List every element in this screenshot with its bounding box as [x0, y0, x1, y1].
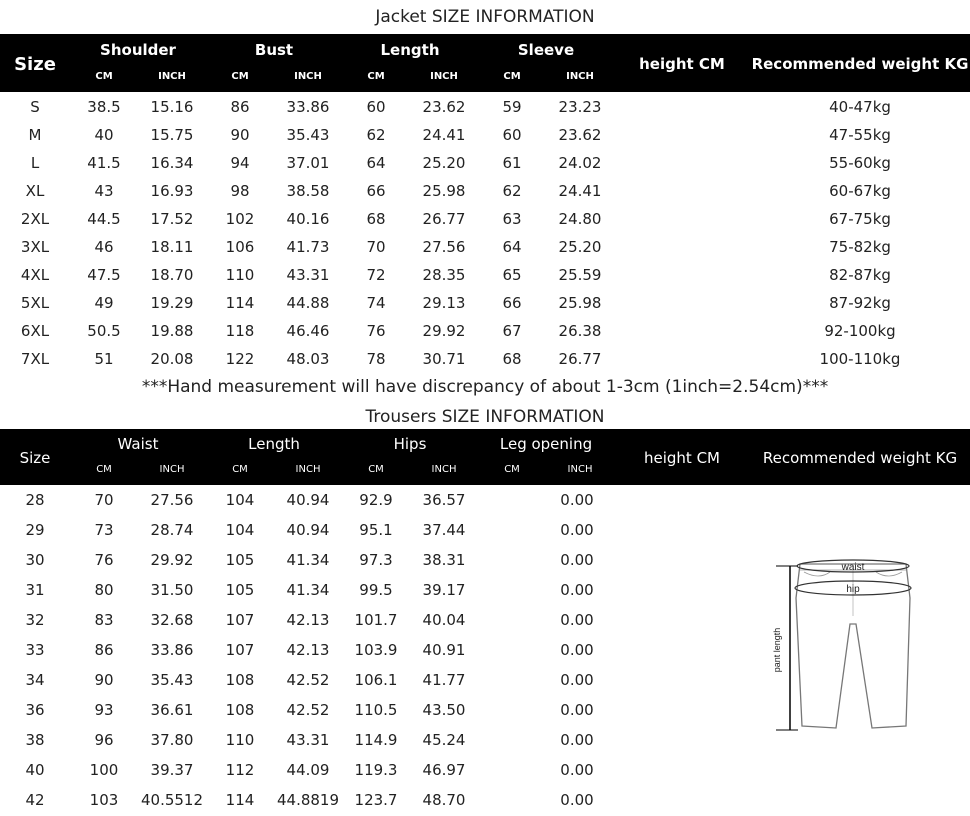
jacket-cell-weight: 67-75kg: [829, 210, 891, 228]
trousers-cell-hips-cm: 110.5: [354, 701, 398, 719]
jacket-cell-bust-inch: 44.88: [286, 294, 330, 312]
trousers-cell-leg-inch: 0.00: [560, 731, 594, 749]
jacket-header-height: height CM: [639, 55, 725, 73]
jacket-cell-bust-inch: 43.31: [286, 266, 330, 284]
trousers-cell-waist-cm: 73: [94, 521, 114, 539]
trousers-cell-leg-inch: 0.00: [560, 551, 594, 569]
trousers-cell-hips-inch: 46.97: [422, 761, 466, 779]
jacket-cell-size: 2XL: [20, 210, 50, 228]
jacket-cell-bust-cm: 90: [230, 126, 250, 144]
trousers-cell-size: 38: [25, 731, 45, 749]
trousers-cell-waist-cm: 70: [94, 491, 114, 509]
trousers-header-length-inch: INCH: [295, 464, 321, 475]
trousers-cell-waist-inch: 28.74: [150, 521, 194, 539]
jacket-cell-sleeve-inch: 26.77: [558, 350, 602, 368]
trousers-cell-length-cm: 104: [225, 491, 255, 509]
jacket-cell-weight: 82-87kg: [829, 266, 891, 284]
jacket-cell-bust-cm: 94: [230, 154, 250, 172]
jacket-cell-sleeve-inch: 23.62: [558, 126, 602, 144]
jacket-cell-length-cm: 68: [366, 210, 386, 228]
trousers-cell-size: 40: [25, 761, 45, 779]
trousers-cell-length-cm: 107: [225, 611, 255, 629]
table-row: [0, 545, 760, 575]
jacket-cell-length-cm: 74: [366, 294, 386, 312]
table-row: [0, 785, 760, 815]
trousers-cell-leg-inch: 0.00: [560, 671, 594, 689]
table-row: [0, 177, 970, 205]
jacket-cell-length-inch: 28.35: [422, 266, 466, 284]
trousers-header-length-cm: CM: [232, 464, 248, 475]
jacket-cell-bust-cm: 102: [225, 210, 255, 228]
jacket-cell-length-cm: 70: [366, 238, 386, 256]
jacket-cell-weight: 100-110kg: [819, 350, 901, 368]
jacket-header-sleeve-inch: INCH: [566, 71, 594, 82]
jacket-cell-size: 7XL: [20, 350, 50, 368]
trousers-cell-length-inch: 42.52: [286, 701, 330, 719]
jacket-cell-size: S: [30, 98, 40, 116]
trousers-cell-hips-cm: 101.7: [354, 611, 398, 629]
jacket-cell-size: 6XL: [20, 322, 50, 340]
jacket-cell-sleeve-cm: 66: [502, 294, 522, 312]
jacket-cell-length-inch: 30.71: [422, 350, 466, 368]
jacket-cell-sleeve-cm: 65: [502, 266, 522, 284]
hip-label: hip: [846, 584, 860, 595]
trousers-cell-hips-inch: 45.24: [422, 731, 466, 749]
trousers-cell-hips-inch: 37.44: [422, 521, 466, 539]
trousers-cell-hips-cm: 92.9: [359, 491, 393, 509]
jacket-cell-shoulder-inch: 19.29: [150, 294, 194, 312]
trousers-cell-length-cm: 114: [225, 791, 255, 809]
jacket-cell-weight: 40-47kg: [829, 98, 891, 116]
table-row: [0, 149, 970, 177]
table-row: [0, 725, 760, 755]
table-row: [0, 515, 760, 545]
jacket-cell-length-cm: 66: [366, 182, 386, 200]
jacket-cell-bust-inch: 48.03: [286, 350, 330, 368]
trousers-cell-length-inch: 41.34: [286, 551, 330, 569]
trousers-cell-waist-inch: 39.37: [150, 761, 194, 779]
trousers-cell-length-cm: 105: [225, 581, 255, 599]
table-row: [0, 233, 970, 261]
jacket-cell-sleeve-cm: 67: [502, 322, 522, 340]
trousers-cell-hips-inch: 40.91: [422, 641, 466, 659]
jacket-cell-sleeve-inch: 26.38: [558, 322, 602, 340]
jacket-cell-weight: 60-67kg: [829, 182, 891, 200]
jacket-cell-shoulder-inch: 15.16: [150, 98, 194, 116]
jacket-header-sleeve: Sleeve: [517, 41, 575, 59]
jacket-cell-shoulder-cm: 50.5: [87, 322, 121, 340]
jacket-cell-bust-cm: 106: [225, 238, 255, 256]
jacket-cell-sleeve-cm: 60: [502, 126, 522, 144]
jacket-cell-bust-inch: 37.01: [286, 154, 330, 172]
jacket-cell-length-cm: 76: [366, 322, 386, 340]
jacket-cell-sleeve-cm: 68: [502, 350, 522, 368]
jacket-cell-shoulder-cm: 47.5: [87, 266, 121, 284]
jacket-cell-shoulder-inch: 15.75: [150, 126, 194, 144]
trousers-header-weight: Recommended weight KG: [762, 449, 958, 467]
trousers-cell-hips-cm: 103.9: [354, 641, 398, 659]
jacket-cell-sleeve-cm: 62: [502, 182, 522, 200]
table-row: [0, 605, 760, 635]
jacket-cell-length-cm: 78: [366, 350, 386, 368]
trousers-cell-hips-inch: 48.70: [422, 791, 466, 809]
jacket-cell-bust-cm: 122: [225, 350, 255, 368]
jacket-cell-size: L: [30, 154, 40, 172]
jacket-cell-bust-cm: 118: [225, 322, 255, 340]
trousers-cell-waist-cm: 90: [94, 671, 114, 689]
trousers-cell-leg-inch: 0.00: [560, 491, 594, 509]
trousers-cell-hips-inch: 38.31: [422, 551, 466, 569]
jacket-cell-length-cm: 62: [366, 126, 386, 144]
jacket-cell-length-inch: 29.13: [422, 294, 466, 312]
jacket-header-size: Size: [14, 54, 56, 75]
trousers-cell-size: 42: [25, 791, 45, 809]
jacket-header-shoulder-cm: CM: [95, 71, 113, 82]
trousers-cell-waist-cm: 96: [94, 731, 114, 749]
jacket-header-bar: [0, 34, 970, 92]
jacket-cell-shoulder-inch: 18.11: [150, 238, 194, 256]
trousers-cell-leg-inch: 0.00: [560, 761, 594, 779]
jacket-cell-weight: 87-92kg: [829, 294, 891, 312]
jacket-cell-weight: 75-82kg: [829, 238, 891, 256]
trousers-cell-leg-inch: 0.00: [560, 641, 594, 659]
jacket-cell-sleeve-inch: 25.59: [558, 266, 602, 284]
table-row: [0, 755, 760, 785]
jacket-cell-shoulder-cm: 38.5: [87, 98, 121, 116]
trousers-cell-leg-inch: 0.00: [560, 521, 594, 539]
jacket-cell-sleeve-cm: 64: [502, 238, 522, 256]
trousers-cell-hips-cm: 95.1: [359, 521, 393, 539]
jacket-cell-sleeve-cm: 63: [502, 210, 522, 228]
trousers-cell-length-cm: 110: [225, 731, 255, 749]
jacket-cell-sleeve-inch: 25.98: [558, 294, 602, 312]
trousers-cell-waist-inch: 32.68: [150, 611, 194, 629]
trousers-cell-waist-cm: 100: [89, 761, 119, 779]
trousers-cell-length-cm: 108: [225, 671, 255, 689]
jacket-cell-shoulder-cm: 43: [94, 182, 114, 200]
trousers-header-leg-inch: INCH: [567, 464, 593, 475]
jacket-cell-shoulder-cm: 51: [94, 350, 114, 368]
jacket-cell-bust-cm: 98: [230, 182, 250, 200]
trousers-cell-hips-inch: 39.17: [422, 581, 466, 599]
jacket-title: Jacket SIZE INFORMATION: [375, 7, 595, 27]
trousers-cell-length-cm: 108: [225, 701, 255, 719]
trousers-cell-leg-inch: 0.00: [560, 791, 594, 809]
trousers-header-waist: Waist: [117, 435, 159, 453]
jacket-cell-sleeve-inch: 24.41: [558, 182, 602, 200]
jacket-header-sleeve-cm: CM: [503, 71, 521, 82]
trousers-header-hips: Hips: [393, 435, 427, 453]
table-row: [0, 121, 970, 149]
jacket-header-length-inch: INCH: [430, 71, 458, 82]
trousers-cell-waist-cm: 76: [94, 551, 114, 569]
trousers-cell-hips-cm: 114.9: [354, 731, 398, 749]
jacket-cell-length-inch: 24.41: [422, 126, 466, 144]
trousers-cell-length-inch: 40.94: [286, 491, 330, 509]
trousers-cell-waist-cm: 83: [94, 611, 114, 629]
trousers-cell-length-inch: 44.8819: [276, 791, 340, 809]
trousers-cell-hips-cm: 99.5: [359, 581, 393, 599]
trousers-cell-waist-cm: 103: [89, 791, 119, 809]
jacket-cell-length-inch: 26.77: [422, 210, 466, 228]
trousers-cell-waist-inch: 35.43: [150, 671, 194, 689]
table-row: [0, 261, 970, 289]
trousers-cell-hips-cm: 97.3: [359, 551, 393, 569]
trousers-header-leg-cm: CM: [504, 464, 520, 475]
trousers-cell-length-inch: 43.31: [286, 731, 330, 749]
trousers-cell-waist-cm: 93: [94, 701, 114, 719]
trousers-cell-waist-inch: 36.61: [150, 701, 194, 719]
table-row: [0, 345, 970, 373]
jacket-cell-bust-inch: 35.43: [286, 126, 330, 144]
pant-length-label: pant length: [772, 627, 782, 673]
trousers-cell-length-inch: 42.13: [286, 641, 330, 659]
jacket-cell-length-cm: 64: [366, 154, 386, 172]
trousers-outline-icon: [764, 558, 924, 738]
jacket-cell-bust-inch: 41.73: [286, 238, 330, 256]
jacket-cell-length-inch: 25.20: [422, 154, 466, 172]
trousers-header-waist-cm: CM: [96, 464, 112, 475]
jacket-cell-shoulder-cm: 41.5: [87, 154, 121, 172]
trousers-measurement-diagram: [764, 558, 924, 738]
jacket-cell-shoulder-cm: 44.5: [87, 210, 121, 228]
trousers-cell-size: 31: [25, 581, 45, 599]
table-row: [0, 289, 970, 317]
jacket-cell-shoulder-inch: 20.08: [150, 350, 194, 368]
jacket-cell-size: XL: [25, 182, 45, 200]
trousers-cell-length-inch: 42.52: [286, 671, 330, 689]
jacket-cell-weight: 55-60kg: [829, 154, 891, 172]
jacket-cell-shoulder-inch: 19.88: [150, 322, 194, 340]
table-row: [0, 93, 970, 121]
trousers-cell-waist-inch: 27.56: [150, 491, 194, 509]
measurement-note: ***Hand measurement will have discrepancy of about 1-3cm (1inch=2.54cm)***: [141, 377, 829, 397]
trousers-cell-hips-cm: 119.3: [354, 761, 398, 779]
trousers-cell-waist-inch: 31.50: [150, 581, 194, 599]
trousers-cell-waist-inch: 29.92: [150, 551, 194, 569]
trousers-cell-waist-cm: 80: [94, 581, 114, 599]
jacket-cell-shoulder-cm: 49: [94, 294, 114, 312]
trousers-header-bar: [0, 429, 970, 485]
trousers-cell-size: 34: [25, 671, 45, 689]
jacket-header-shoulder-inch: INCH: [158, 71, 186, 82]
trousers-cell-length-cm: 112: [225, 761, 255, 779]
jacket-cell-length-inch: 29.92: [422, 322, 466, 340]
jacket-header-bust-cm: CM: [231, 71, 249, 82]
jacket-cell-size: 4XL: [20, 266, 50, 284]
jacket-cell-sleeve-cm: 59: [502, 98, 522, 116]
table-row: [0, 635, 760, 665]
trousers-header-size: Size: [19, 449, 51, 467]
trousers-cell-hips-cm: 123.7: [354, 791, 398, 809]
table-row: [0, 485, 760, 515]
jacket-cell-shoulder-cm: 46: [94, 238, 114, 256]
jacket-header-shoulder: Shoulder: [100, 41, 176, 59]
jacket-cell-length-cm: 60: [366, 98, 386, 116]
trousers-cell-hips-inch: 43.50: [422, 701, 466, 719]
jacket-cell-shoulder-inch: 18.70: [150, 266, 194, 284]
jacket-header-bust-inch: INCH: [294, 71, 322, 82]
trousers-cell-length-cm: 107: [225, 641, 255, 659]
jacket-cell-weight: 47-55kg: [829, 126, 891, 144]
trousers-title: Trousers SIZE INFORMATION: [365, 407, 605, 427]
trousers-header-height: height CM: [644, 449, 720, 467]
jacket-cell-bust-cm: 110: [225, 266, 255, 284]
trousers-cell-length-inch: 42.13: [286, 611, 330, 629]
trousers-cell-size: 36: [25, 701, 45, 719]
trousers-header-waist-inch: INCH: [159, 464, 185, 475]
trousers-cell-size: 29: [25, 521, 45, 539]
jacket-cell-shoulder-inch: 16.34: [150, 154, 194, 172]
jacket-cell-weight: 92-100kg: [824, 322, 896, 340]
jacket-cell-length-inch: 27.56: [422, 238, 466, 256]
waist-label: waist: [841, 562, 865, 573]
trousers-cell-hips-cm: 106.1: [354, 671, 398, 689]
trousers-cell-leg-inch: 0.00: [560, 611, 594, 629]
jacket-cell-length-cm: 72: [366, 266, 386, 284]
trousers-cell-length-inch: 44.09: [286, 761, 330, 779]
jacket-header-bust: Bust: [254, 41, 294, 59]
trousers-cell-size: 28: [25, 491, 45, 509]
trousers-cell-length-cm: 104: [225, 521, 255, 539]
trousers-cell-length-cm: 105: [225, 551, 255, 569]
jacket-cell-sleeve-inch: 24.02: [558, 154, 602, 172]
table-row: [0, 575, 760, 605]
jacket-cell-size: M: [28, 126, 42, 144]
trousers-cell-leg-inch: 0.00: [560, 701, 594, 719]
trousers-cell-hips-inch: 41.77: [422, 671, 466, 689]
jacket-cell-shoulder-inch: 17.52: [150, 210, 194, 228]
jacket-cell-sleeve-inch: 23.23: [558, 98, 602, 116]
table-row: [0, 695, 760, 725]
trousers-header-leg-opening: Leg opening: [499, 435, 593, 453]
trousers-cell-waist-inch: 37.80: [150, 731, 194, 749]
jacket-cell-bust-inch: 33.86: [286, 98, 330, 116]
jacket-cell-size: 5XL: [20, 294, 50, 312]
jacket-cell-length-inch: 25.98: [422, 182, 466, 200]
table-row: [0, 205, 970, 233]
table-row: [0, 665, 760, 695]
trousers-header-hips-cm: CM: [368, 464, 384, 475]
jacket-header-length: Length: [380, 41, 440, 59]
jacket-cell-shoulder-cm: 40: [94, 126, 114, 144]
trousers-header-hips-inch: INCH: [431, 464, 457, 475]
jacket-cell-length-inch: 23.62: [422, 98, 466, 116]
jacket-cell-bust-inch: 40.16: [286, 210, 330, 228]
trousers-cell-length-inch: 41.34: [286, 581, 330, 599]
trousers-cell-waist-inch: 40.5512: [140, 791, 204, 809]
trousers-cell-leg-inch: 0.00: [560, 581, 594, 599]
jacket-header-length-cm: CM: [367, 71, 385, 82]
jacket-header-weight: Recommended weight KG: [751, 55, 969, 73]
trousers-cell-size: 33: [25, 641, 45, 659]
jacket-cell-bust-inch: 46.46: [286, 322, 330, 340]
trousers-cell-size: 32: [25, 611, 45, 629]
jacket-cell-shoulder-inch: 16.93: [150, 182, 194, 200]
jacket-cell-bust-cm: 114: [225, 294, 255, 312]
jacket-cell-bust-inch: 38.58: [286, 182, 330, 200]
trousers-cell-hips-inch: 36.57: [422, 491, 466, 509]
trousers-cell-waist-cm: 86: [94, 641, 114, 659]
trousers-cell-hips-inch: 40.04: [422, 611, 466, 629]
jacket-cell-bust-cm: 86: [230, 98, 250, 116]
jacket-cell-size: 3XL: [20, 238, 50, 256]
table-row: [0, 317, 970, 345]
jacket-cell-sleeve-cm: 61: [502, 154, 522, 172]
trousers-cell-length-inch: 40.94: [286, 521, 330, 539]
trousers-header-length: Length: [248, 435, 300, 453]
trousers-cell-size: 30: [25, 551, 45, 569]
jacket-cell-sleeve-inch: 24.80: [558, 210, 602, 228]
trousers-cell-waist-inch: 33.86: [150, 641, 194, 659]
jacket-cell-sleeve-inch: 25.20: [558, 238, 602, 256]
